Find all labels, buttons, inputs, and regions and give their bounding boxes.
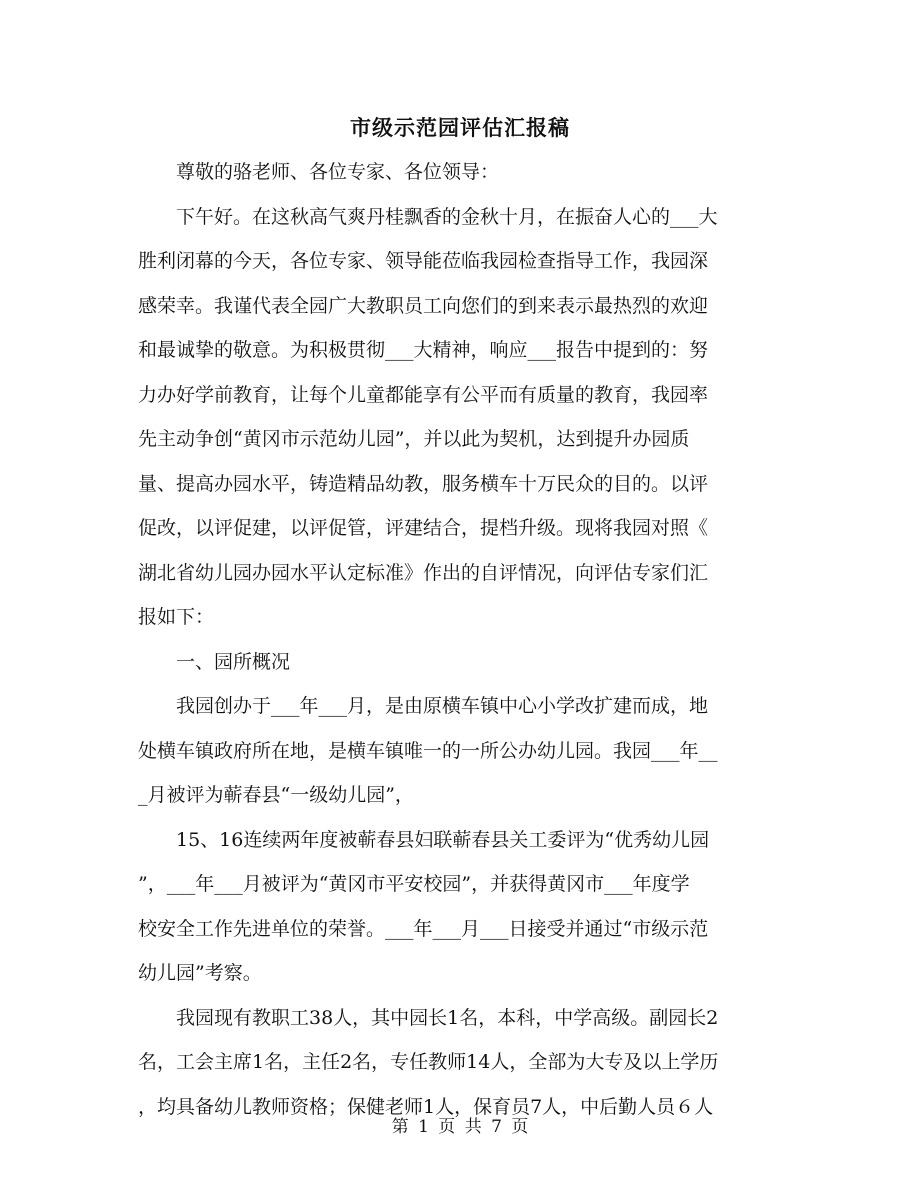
text-line: 量、提高办园水平，铸造精品幼教，服务横车十万民众的目的。以评: [138, 472, 709, 495]
text-line: ”，___年___月被评为“黄冈市平安校园”，并获得黄冈市___年度学: [138, 873, 690, 895]
section-heading: 一、园所概况: [176, 650, 291, 673]
document-body: [138, 150, 778, 1129]
text-line: 我园现有教职工38人，其中园长1名，本科，中学高级。副园长2: [176, 1006, 719, 1029]
page-number: 第 1 页 共 7 页: [391, 1117, 529, 1137]
text-line: 先主动争创“黄冈市示范幼儿园”，并以此为契机，达到提升办园质: [138, 428, 690, 450]
text-line: 力办好学前教育，让每个儿童都能享有公平而有质量的教育，我园率: [138, 383, 709, 406]
text-line: 尊敬的骆老师、各位专家、各位领导：: [176, 161, 500, 183]
text-line: 幼儿园”考察。: [138, 962, 262, 984]
text-line: 我园创办于___年___月，是由原横车镇中心小学改扩建而成，地: [176, 695, 709, 717]
text-line: ，均具备幼儿教师资格；保健老师1人，保育员7人，中后勤人员６人: [138, 1095, 714, 1118]
text-line: 校安全工作先进单位的荣誉。___年___月___日接受并通过“市级示范: [138, 917, 709, 940]
text-line: 处横车镇政府所在地，是横车镇唯一的一所公办幼儿园。我园___年__: [138, 739, 718, 762]
document-title: 市级示范园评估汇报稿: [350, 115, 570, 140]
text-line: 报如下：: [138, 606, 215, 628]
text-line: 下午好。在这秋高气爽丹桂飘香的金秋十月，在振奋人心的___大: [176, 205, 718, 228]
text-line: 名，工会主席1名，主任2名，专任教师14人，全部为大专及以上学历: [138, 1051, 719, 1073]
text-line: 感荣幸。我谨代表全园广大教职员工向您们的到来表示最热烈的欢迎: [138, 294, 709, 317]
text-line: 胜利闭幕的今天，各位专家、领导能莅临我园检查指导工作，我园深: [138, 250, 709, 272]
text-line: 湖北省幼儿园办园水平认定标准》作出的自评情况，向评估专家们汇: [138, 561, 709, 584]
text-line: _月被评为蕲春县“一级幼儿园”，: [138, 784, 414, 806]
text-line: 和最诚挚的敬意。为积极贯彻___大精神，响应___报告中提到的：努: [138, 339, 709, 361]
text-line: 促改，以评促建，以评促管，评建结合，提档升级。现将我园对照《: [138, 517, 709, 539]
text-line: 15、16连续两年度被蕲春县妇联蕲春县关工委评为“优秀幼儿园: [176, 828, 710, 851]
